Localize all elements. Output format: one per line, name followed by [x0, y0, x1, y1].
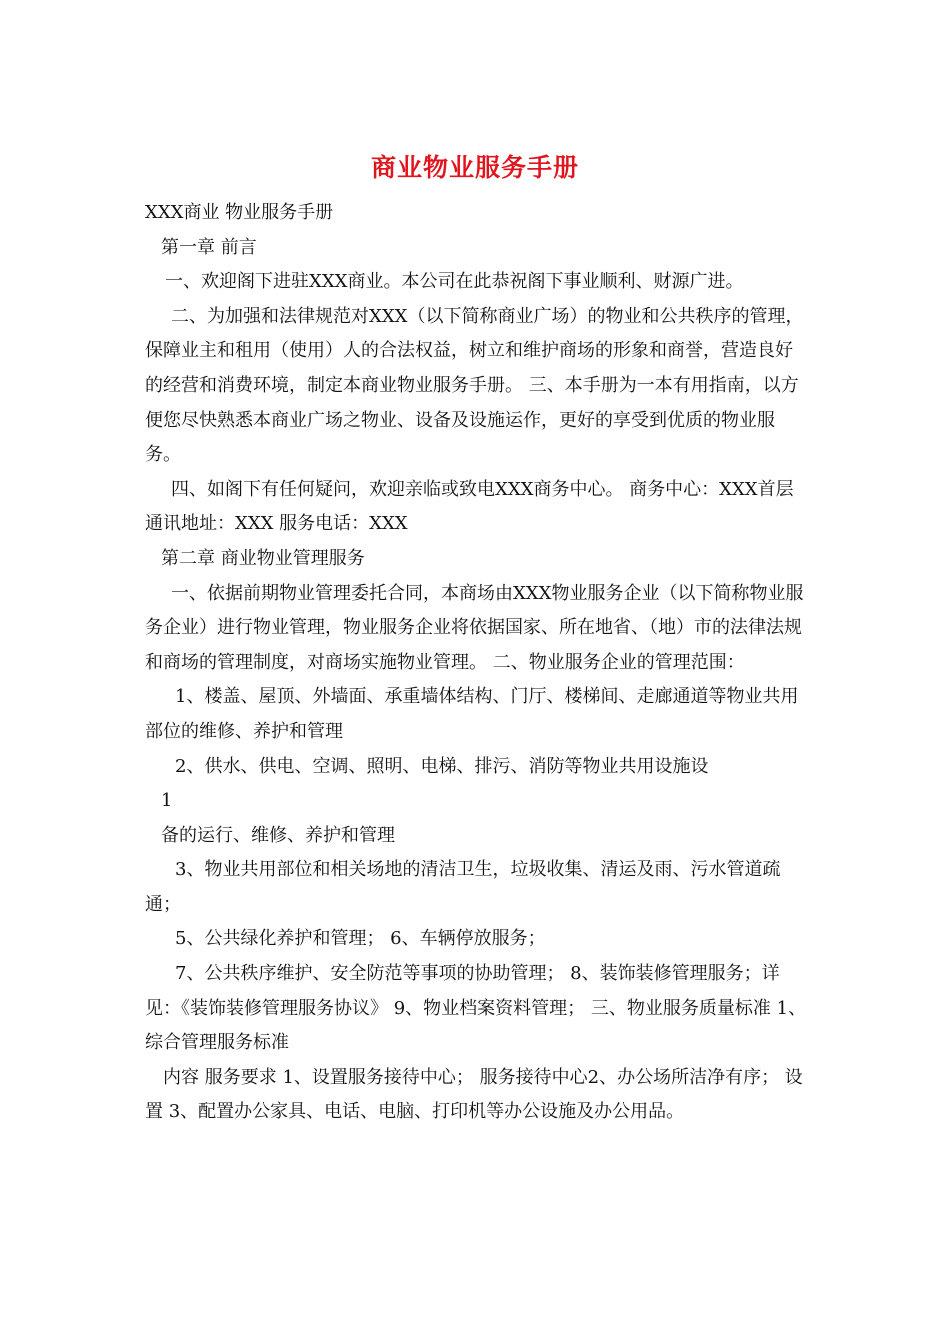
- paragraph-item-2-continued: 备的运行、维修、养护和管理: [161, 824, 395, 846]
- document-title: 商业物业服务手册: [370, 153, 579, 182]
- paragraph-item-7-9: 7、公共秩序维护、安全防范等事项的协助管理； 8、装饰装修管理服务；详见：《装饰装修管理服务协议》 9、物业档案资料管理； 三、物业服务质量标准 1、综合管理服务标准: [145, 963, 807, 1054]
- paragraph-welcome: 一、欢迎阁下进驻XXX商业。本公司在此恭祝阁下事业顺利、财源广进。: [165, 271, 744, 293]
- paragraph-service-table: 内容 服务要求 1、设置服务接待中心； 服务接待中心2、办公场所洁净有序； 设置 3、配置办公家具、电话、电脑、打印机等办公设施及办公用品。: [145, 1066, 803, 1123]
- paragraph-item-3: 3、物业共用部位和相关场地的清洁卫生，垃圾收集、清运及雨、污水管道疏通；: [145, 859, 781, 915]
- paragraph-item-5-6: 5、公共绿化养护和管理； 6、车辆停放服务；: [175, 928, 546, 950]
- paragraph-management-contract: 一、依据前期物业管理委托合同，本商场由XXX物业服务企业（以下简称物业服务企业）进行物业管理，物业服务企业将依据国家、所在地省、（地）市的法律法规和商场的管理制度，对商场实施物业管理。 二、物业服务企业的管理范围：: [145, 582, 804, 673]
- page-number: 1: [161, 790, 173, 812]
- paragraph-subtitle: XXX商业 物业服务手册: [145, 202, 334, 223]
- paragraph-chapter-1-heading: 第一章 前言: [161, 236, 257, 258]
- paragraph-purpose: 二、为加强和法律规范对XXX（以下简称商业广场）的物业和公共秩序的管理，保障业主和租用（使用）人的合法权益，树立和维护商场的形象和商誉，营造良好的经营和消费环境，制定本商业物业服务手册。 三、本手册为一本有用指南，以方便您尽快熟悉本商业广场之物业、设备及设施运作，更好的享受到优质的物业服务。: [145, 305, 804, 466]
- paragraph-item-2: 2、供水、供电、空调、照明、电梯、排污、消防等物业共用设施设: [175, 755, 709, 777]
- paragraph-chapter-2-heading: 第二章 商业物业管理服务: [161, 547, 365, 569]
- paragraph-item-1: 1、楼盖、屋顶、外墙面、承重墙体结构、门厅、楼梯间、走廊通道等物业共用部位的维修、养护和管理: [145, 686, 799, 742]
- paragraph-contact: 四、如阁下有任何疑问，欢迎亲临或致电XXX商务中心。 商务中心：XXX首层 通讯地址：XXX 服务电话：XXX: [145, 478, 794, 535]
- document-body: [145, 196, 810, 1130]
